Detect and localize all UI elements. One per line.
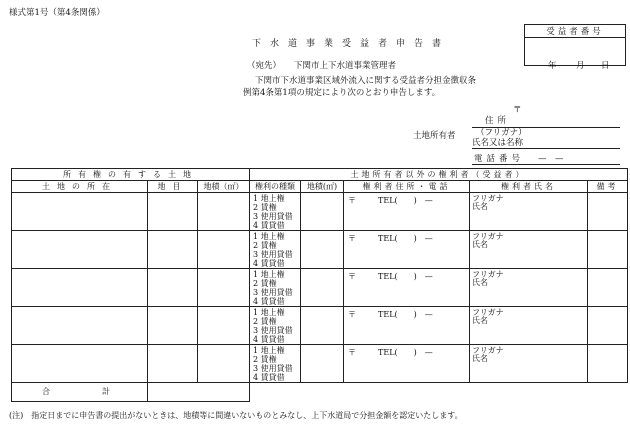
row-name-label: 氏名	[472, 278, 489, 287]
land-table	[11, 168, 628, 402]
holder-address-cell[interactable]	[344, 231, 470, 269]
col-remarks: 備考	[588, 181, 628, 193]
right-type-option: 2 賃権	[253, 354, 277, 364]
right-type-option: 4 賃貸借	[253, 296, 285, 306]
col-area-2: 地積(㎡)	[301, 181, 344, 193]
right-type-option: 3 使用貸借	[253, 363, 293, 373]
holder-address-cell[interactable]	[344, 307, 470, 345]
remarks-cell[interactable]	[588, 231, 628, 269]
date-year-label: 年	[548, 61, 557, 71]
row-postal-mark: 〒	[348, 234, 357, 243]
right-type-option: 4 賃貸借	[253, 258, 285, 268]
holder-name-cell[interactable]	[470, 345, 588, 383]
table-row	[12, 193, 628, 231]
area-cell[interactable]	[198, 307, 250, 345]
right-type-option: 2 賃権	[253, 240, 277, 250]
row-tel-label: TEL( ) —	[378, 310, 433, 319]
beneficiary-number-box	[524, 24, 626, 66]
area-2-cell[interactable]	[301, 345, 344, 383]
right-type-option: 4 賃貸借	[253, 334, 285, 344]
total-label: 合 計	[12, 383, 148, 402]
remarks-cell[interactable]	[588, 269, 628, 307]
row-name-label: 氏名	[472, 354, 489, 363]
right-type-option: 2 賃権	[253, 278, 277, 288]
chimoku-cell[interactable]	[148, 193, 198, 231]
row-name-label: 氏名	[472, 316, 489, 325]
name-line[interactable]	[472, 148, 620, 149]
area-cell[interactable]	[198, 193, 250, 231]
remarks-cell[interactable]	[588, 345, 628, 383]
furigana-label: （フリガナ）	[476, 128, 527, 138]
row-name-label: 氏名	[472, 240, 489, 249]
group-header-other-holders: 土地所有者以外の権利者（受益者）	[250, 169, 628, 181]
right-type-cell[interactable]	[250, 231, 301, 269]
table-row	[12, 269, 628, 307]
right-type-option: 3 使用貸借	[253, 287, 293, 297]
right-type-option: 1 地上権	[253, 231, 285, 241]
area-2-cell[interactable]	[301, 231, 344, 269]
holder-name-cell[interactable]	[470, 269, 588, 307]
holder-address-cell[interactable]	[344, 269, 470, 307]
chimoku-cell[interactable]	[148, 231, 198, 269]
area-2-cell[interactable]	[301, 307, 344, 345]
row-tel-label: TEL( ) —	[378, 234, 433, 243]
phone-dashes: — —	[538, 154, 564, 164]
location-cell[interactable]	[12, 345, 148, 383]
chimoku-cell[interactable]	[148, 345, 198, 383]
right-type-option: 2 賃権	[253, 316, 277, 326]
recipient-name: 下関市上下水道事業管理者	[294, 61, 397, 71]
col-right-type: 権利の種類	[250, 181, 301, 193]
location-cell[interactable]	[12, 307, 148, 345]
col-holder-address: 権利者住所・電話	[344, 181, 470, 193]
right-type-option: 4 賃貸借	[253, 220, 285, 230]
row-postal-mark: 〒	[348, 348, 357, 357]
owner-label: 土地所有者	[413, 131, 456, 141]
chimoku-cell[interactable]	[148, 307, 198, 345]
holder-name-cell[interactable]	[470, 307, 588, 345]
phone-label: 電話番号	[474, 154, 525, 164]
recipient-label: （宛先）	[247, 61, 282, 71]
holder-address-cell[interactable]	[344, 345, 470, 383]
right-type-cell[interactable]	[250, 193, 301, 231]
location-cell[interactable]	[12, 269, 148, 307]
right-type-option: 1 地上権	[253, 193, 285, 203]
col-holder-name: 権利者氏名	[470, 181, 588, 193]
right-type-option: 2 賃権	[253, 202, 277, 212]
footnote: (注) 指定日までに申告書の提出がないときは、地積等に間違いないものとみなし、上下水道局で分担金額を認定いたします。	[9, 411, 463, 420]
right-type-cell[interactable]	[250, 345, 301, 383]
row-tel-label: TEL( ) —	[378, 196, 433, 205]
area-2-cell[interactable]	[301, 193, 344, 231]
page-title: 下水道事業受益者申告書	[252, 39, 451, 49]
right-type-cell[interactable]	[250, 307, 301, 345]
date-day-label: 日	[601, 61, 610, 71]
row-postal-mark: 〒	[348, 310, 357, 319]
row-furigana-label: フリガナ	[472, 346, 504, 355]
row-postal-mark: 〒	[348, 196, 357, 205]
row-furigana-label: フリガナ	[472, 270, 504, 279]
holder-name-cell[interactable]	[470, 231, 588, 269]
table-row	[12, 345, 628, 383]
intro-line-2: 例第4条第1項の規定により次のとおり申告します。	[243, 88, 441, 98]
row-furigana-label: フリガナ	[472, 232, 504, 241]
beneficiary-number-label: 受益者番号	[525, 25, 625, 38]
row-furigana-label: フリガナ	[472, 308, 504, 317]
area-cell[interactable]	[198, 345, 250, 383]
row-name-label: 氏名	[472, 202, 489, 211]
location-cell[interactable]	[12, 193, 148, 231]
date-month-label: 月	[576, 61, 585, 71]
area-2-cell[interactable]	[301, 269, 344, 307]
total-area-field[interactable]	[148, 383, 250, 402]
postal-mark: 〒	[513, 105, 522, 115]
col-chimoku: 地目	[148, 181, 198, 193]
right-type-cell[interactable]	[250, 269, 301, 307]
right-type-option: 1 地上権	[253, 307, 285, 317]
area-cell[interactable]	[198, 269, 250, 307]
table-row	[12, 231, 628, 269]
row-tel-label: TEL( ) —	[378, 272, 433, 281]
location-cell[interactable]	[12, 231, 148, 269]
phone-line[interactable]	[472, 164, 620, 165]
right-type-option: 1 地上権	[253, 345, 285, 355]
row-tel-label: TEL( ) —	[378, 348, 433, 357]
chimoku-cell[interactable]	[148, 269, 198, 307]
row-postal-mark: 〒	[348, 272, 357, 281]
col-area: 地積（㎡）	[198, 181, 250, 193]
name-label: 氏名又は名称	[472, 138, 524, 148]
right-type-option: 4 賃貸借	[253, 372, 285, 382]
col-location: 土地の所在	[12, 181, 148, 193]
holder-name-cell[interactable]	[470, 193, 588, 231]
remarks-cell[interactable]	[588, 307, 628, 345]
row-furigana-label: フリガナ	[472, 194, 504, 203]
holder-address-cell[interactable]	[344, 193, 470, 231]
table-row	[12, 307, 628, 345]
beneficiary-number-field[interactable]	[525, 38, 625, 64]
intro-line-1: 下関市下水道事業区域外流入に関する受益者分担金徴収条	[255, 76, 477, 86]
right-type-option: 3 使用貸借	[253, 211, 293, 221]
remarks-cell[interactable]	[588, 193, 628, 231]
group-header-owned-land: 所有権の有する土地	[12, 169, 250, 181]
address-label: 住所	[485, 116, 511, 126]
right-type-option: 3 使用貸借	[253, 325, 293, 335]
right-type-option: 1 地上権	[253, 269, 285, 279]
area-cell[interactable]	[198, 231, 250, 269]
right-type-option: 3 使用貸借	[253, 249, 293, 259]
form-number: 様式第1号（第4条関係）	[9, 8, 105, 18]
